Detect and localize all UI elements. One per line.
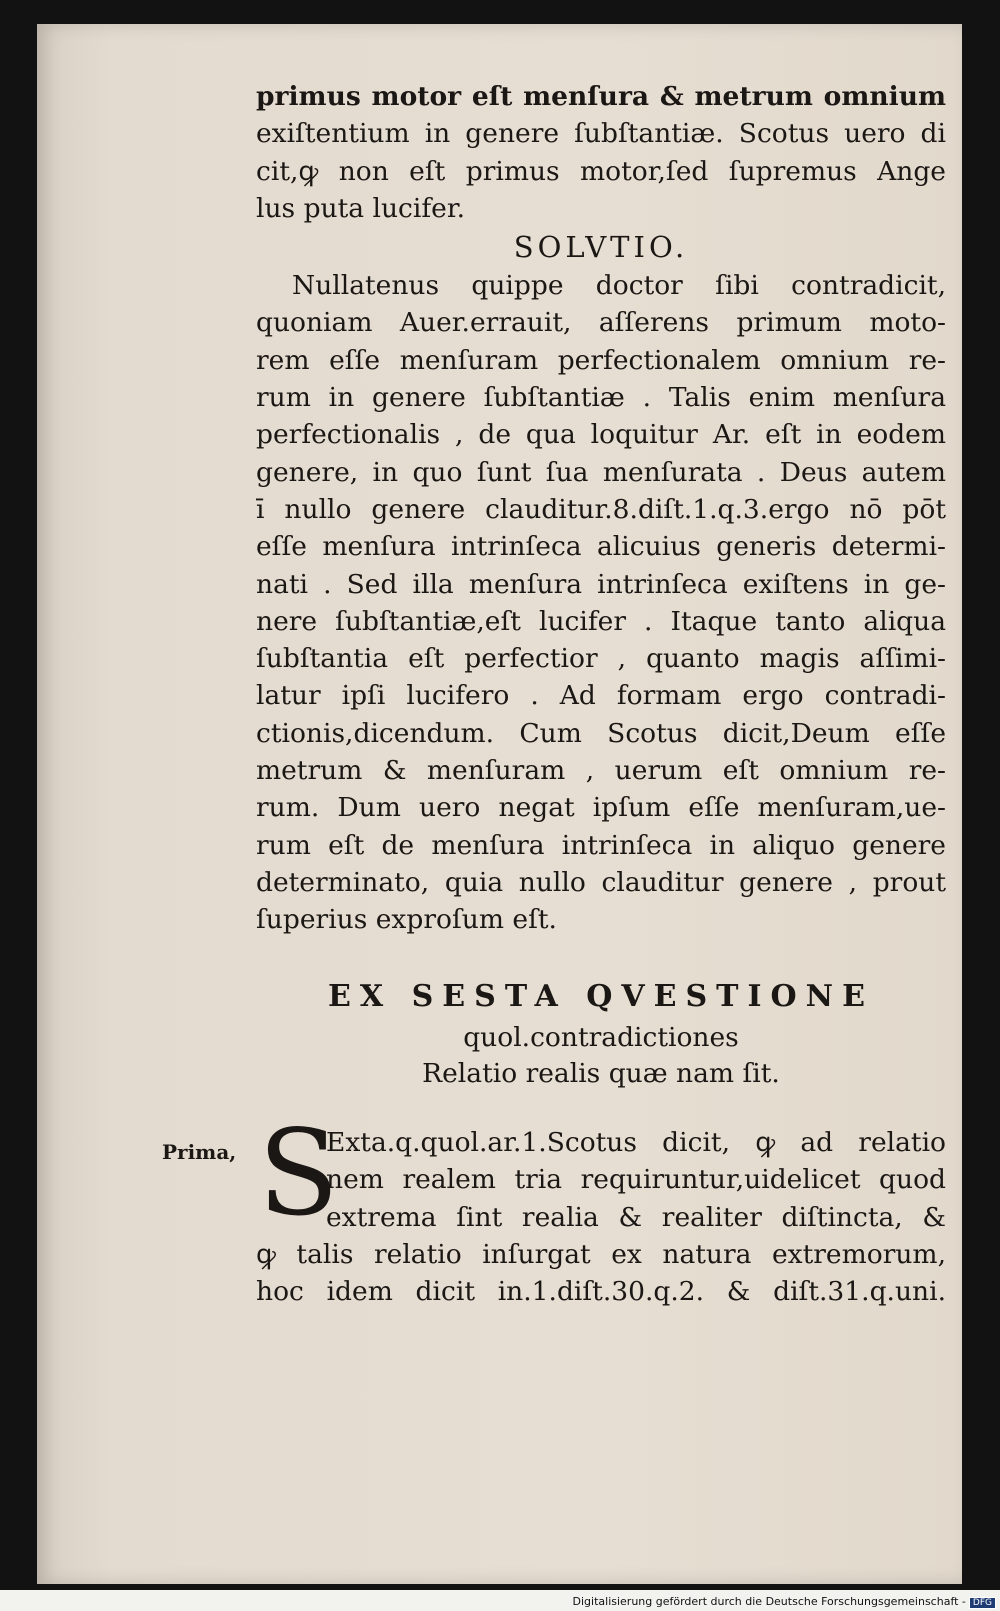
section-subtitle: quol.contradictiones: [463, 1022, 739, 1053]
text-line: hoc idem dicit in.1.diſt.30.q.2. & diſt.31.q.uni.: [256, 1276, 946, 1308]
solutio-heading: SOLVTIO.: [513, 230, 689, 265]
drop-capital: S: [258, 1104, 339, 1242]
text-line: cit,ꝙ non eſt primus motor,ſed ſupremus Ange: [256, 155, 946, 187]
section-subtitle: Relatio realis quæ nam ſit.: [422, 1058, 780, 1089]
text-line: determinato, quia nullo clauditur genere , prout: [256, 866, 946, 898]
text-line: quoniam Auer.errauit, aſſerens primum moto-: [256, 307, 946, 339]
text-line: eſſe menſura intrinſeca alicuius generis determi-: [256, 531, 946, 563]
dfg-logo: DFG: [969, 1597, 996, 1609]
text-line: exiſtentium in genere ſubſtantiæ. Scotus uero di: [256, 118, 946, 150]
text-line: rum. Dum uero negat ipſum eſſe menſuram,ue-: [256, 792, 946, 824]
text-line: ꝙ talis relatio inſurgat ex natura extremorum,: [256, 1238, 946, 1270]
section-title: EX SESTA QVESTIONE: [328, 979, 874, 1014]
text-line: latur ipſi lucifero . Ad formam ergo contradi-: [256, 680, 946, 712]
text-line: ſuperius exproſum eſt.: [256, 904, 557, 936]
text-line: Exta.q.quol.ar.1.Scotus dicit, ꝙ ad relatio: [326, 1127, 946, 1158]
text-line: lus puta lucifer.: [256, 192, 465, 224]
text-line: rum eſt de menſura intrinſeca in aliquo genere: [256, 829, 946, 861]
text-line: Nullatenus quippe doctor ſibi contradicit,: [292, 270, 946, 302]
second-paragraph: [256, 1124, 946, 1310]
text-line: metrum & menſuram , uerum eſt omnium re-: [256, 755, 946, 787]
text-line: primus motor eſt menſura & metrum omnium: [256, 81, 946, 112]
credit-text: Digitalisierung gefördert durch die Deutsche Forschungsgemeinschaft -: [572, 1595, 966, 1608]
text-line: extrema ſint realia & realiter diſtincta, &: [326, 1201, 946, 1233]
digitization-credit: [573, 1595, 996, 1609]
margin-note: Prima,: [162, 1140, 237, 1164]
text-line: ctionis,dicendum. Cum Scotus dicit,Deum eſſe: [256, 717, 946, 749]
text-line: nem realem tria requiruntur,uidelicet quod: [326, 1164, 946, 1196]
text-line: nati . Sed illa menſura intrinſeca exiſtens in ge-: [256, 568, 946, 600]
text-line: ſubſtantia eſt perfectior , quanto magis aſſimi-: [256, 643, 946, 675]
text-line: ī nullo genere clauditur.8.diſt.1.q.3.ergo nō pōt: [256, 493, 946, 525]
text-line: rum in genere ſubſtantiæ . Talis enim menſura: [256, 382, 946, 414]
text-line: genere, in quo ſunt ſua menſurata . Deus autem: [256, 456, 946, 488]
text-line: rem eſſe menſuram perfectionalem omnium re-: [256, 344, 946, 376]
main-text: [256, 78, 946, 939]
text-line: nere ſubſtantiæ,eſt lucifer . Itaque tanto aliqua: [256, 605, 946, 637]
text-line: perfectionalis , de qua loquitur Ar. eſt in eodem: [256, 419, 946, 451]
